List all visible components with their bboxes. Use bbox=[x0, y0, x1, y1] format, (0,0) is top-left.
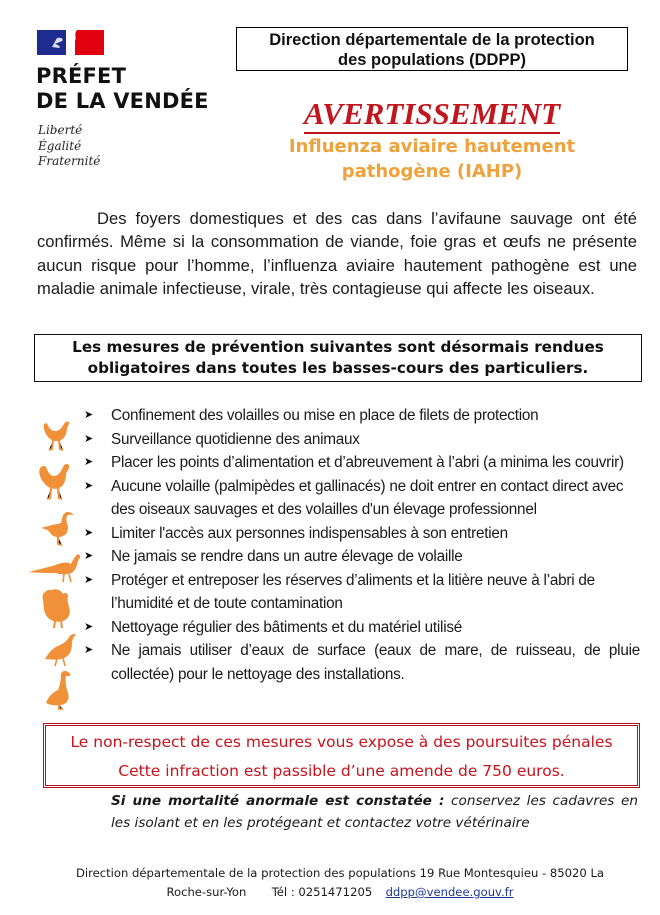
warning-title bbox=[236, 96, 628, 132]
institution-line-1: PRÉFET bbox=[36, 64, 127, 88]
subtitle-line-2: pathogène (IAHP) bbox=[341, 161, 523, 182]
arrowhead-bullet-icon: ➤ bbox=[84, 526, 93, 539]
motto-egalite: Égalité bbox=[38, 138, 82, 153]
arrowhead-bullet-icon: ➤ bbox=[84, 550, 93, 562]
measure-item bbox=[84, 522, 640, 546]
measure-text: Protéger et entreposer les réserves d’aliments et la litière neuve à l’abri de l’humidité et de toute contamination bbox=[111, 571, 595, 612]
mortality-lead: Si une mortalité anormale est constatée : bbox=[111, 793, 445, 809]
measure-item bbox=[84, 404, 640, 428]
measure-text: Ne jamais utiliser d’eaux de surface (eaux de mare, de ruisseau, de pluie collectée) pour le nettoyage des installations. bbox=[111, 642, 640, 683]
penalty-warning-box bbox=[43, 723, 640, 788]
prevention-measures-list bbox=[84, 404, 640, 686]
measure-item bbox=[84, 616, 640, 640]
arrowhead-bullet-icon: ➤ bbox=[84, 479, 93, 492]
measure-item bbox=[84, 451, 640, 475]
penalty-line-2: Cette infraction est passible d’une amende de 750 euros. bbox=[118, 762, 565, 780]
mortality-text: conservez les cadavres en les isolant et en les protégeant et contactez votre vétérinaire bbox=[111, 793, 639, 831]
rooster-icon bbox=[37, 462, 73, 502]
subtitle-line-1: Influenza aviaire hautement bbox=[288, 136, 576, 157]
marianne-flag-logo bbox=[37, 30, 104, 55]
agency-header-box bbox=[236, 27, 628, 71]
penalty-line-1: Le non-respect de ces mesures vous expose à des poursuites pénales bbox=[70, 733, 613, 751]
arrowhead-bullet-icon: ➤ bbox=[84, 432, 93, 445]
footer-city: Roche-sur-Yon bbox=[166, 885, 247, 899]
measure-text: Confinement des volailles ou mise en place de filets de protection bbox=[111, 407, 539, 424]
arrowhead-bullet-icon: ➤ bbox=[84, 573, 93, 586]
agency-line-1: Direction départementale de la protection bbox=[269, 31, 595, 49]
footer-line-2 bbox=[40, 883, 640, 902]
institution-line-2: DE LA VENDÉE bbox=[36, 89, 209, 113]
measure-text: Surveillance quotidienne des animaux bbox=[111, 430, 360, 448]
arrowhead-bullet-icon: ➤ bbox=[84, 644, 93, 656]
measure-item bbox=[84, 475, 640, 522]
measure-text: Limiter l'accès aux personnes indispensables à son entretien bbox=[111, 524, 508, 542]
turkey-icon bbox=[41, 588, 73, 630]
arrowhead-bullet-icon: ➤ bbox=[84, 409, 93, 421]
footer-email-link[interactable]: ddpp@vendee.gouv.fr bbox=[385, 885, 514, 899]
warning-title-text: AVERTISSEMENT bbox=[304, 96, 560, 134]
measure-item bbox=[84, 639, 640, 686]
pheasant-icon bbox=[28, 553, 82, 583]
institution-name bbox=[36, 64, 209, 114]
republic-motto bbox=[38, 123, 100, 170]
hen-icon bbox=[40, 418, 72, 452]
mortality-note bbox=[111, 791, 638, 834]
motto-liberte: Liberté bbox=[38, 123, 83, 137]
measure-item bbox=[84, 545, 640, 569]
goose-icon bbox=[44, 670, 74, 710]
motto-fraternite: Fraternité bbox=[38, 154, 101, 168]
mandatory-line-2: obligatoires dans toutes les basses-cours des particuliers. bbox=[87, 359, 589, 377]
measure-text: Nettoyage régulier des bâtiments et du matériel utilisé bbox=[111, 618, 463, 636]
agency-line-2: des populations (DDPP) bbox=[338, 51, 526, 69]
duck-icon bbox=[39, 510, 75, 546]
mandatory-line-1: Les mesures de prévention suivantes sont désormais rendues bbox=[72, 338, 604, 356]
footer-address: Direction départementale de la protection des populations 19 Rue Montesquieu - 85020 La bbox=[75, 866, 605, 880]
footer-phone: Tél : 0251471205 bbox=[271, 885, 373, 899]
measure-text: Aucune volaille (palmipèdes et gallinacés) ne doit entrer en contact direct avec des oiseaux sauvages et des volailles d'un élevage professionnel bbox=[111, 477, 624, 518]
arrowhead-bullet-icon: ➤ bbox=[84, 620, 93, 633]
footer-contact bbox=[40, 864, 640, 902]
disease-subtitle bbox=[236, 134, 628, 184]
intro-paragraph: Des foyers domestiques et des cas dans l’avifaune sauvage ont été confirmés. Même si la consommation de viande, foie gras et œufs ne présente aucun risque pour l’homme, l’influenza aviaire hautement pathogène est une maladie animale infectieuse, virale, très contagieuse qui affecte les oiseaux. bbox=[37, 209, 637, 298]
measure-item bbox=[84, 428, 640, 452]
guinea-fowl-icon bbox=[44, 633, 78, 667]
arrowhead-bullet-icon: ➤ bbox=[84, 456, 93, 468]
measure-item bbox=[84, 569, 640, 616]
measure-text: Placer les points d’alimentation et d’abreuvement à l’abri (a minima les couvrir) bbox=[111, 454, 624, 471]
mandatory-notice-box bbox=[34, 334, 642, 382]
measure-text: Ne jamais se rendre dans un autre élevage de volaille bbox=[111, 548, 463, 565]
